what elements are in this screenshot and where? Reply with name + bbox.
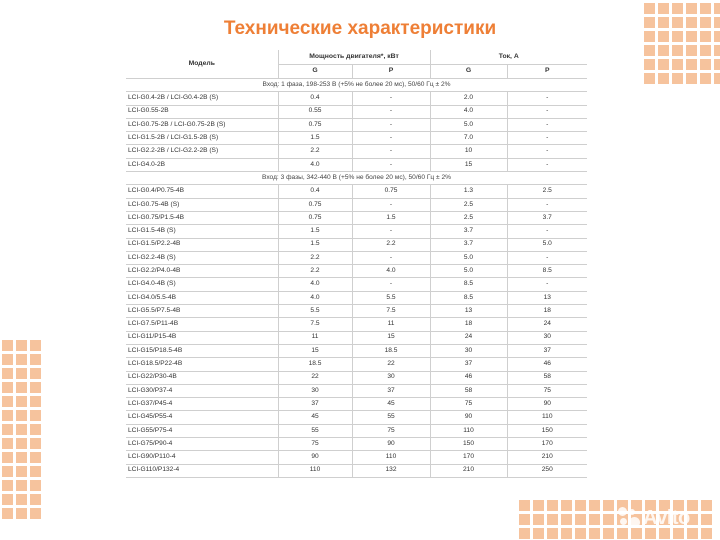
decor-square <box>603 500 614 511</box>
value-cell: 3.7 <box>430 238 507 251</box>
table-row <box>126 305 587 318</box>
value-cell: 132 <box>352 464 430 477</box>
model-cell: LCI-G90/P110-4 <box>126 451 278 464</box>
decor-square <box>547 528 558 539</box>
decor-square <box>16 382 27 393</box>
decor-square <box>30 340 41 351</box>
value-cell: - <box>352 198 430 211</box>
table-row <box>126 411 587 424</box>
decor-square <box>30 382 41 393</box>
table-row <box>126 105 587 118</box>
decor-square <box>589 500 600 511</box>
value-cell: 170 <box>430 451 507 464</box>
model-cell: LCI-G4.0-4B (S) <box>126 278 278 291</box>
value-cell: 30 <box>278 384 352 397</box>
table-row <box>126 424 587 437</box>
value-cell: 0.75 <box>278 118 352 131</box>
decor-square <box>700 45 711 56</box>
decor-square <box>603 514 614 525</box>
table-row <box>126 158 587 171</box>
decor-square <box>30 354 41 365</box>
value-cell: 5.0 <box>430 265 507 278</box>
decor-square <box>2 424 13 435</box>
value-cell: - <box>352 145 430 158</box>
decor-square <box>589 514 600 525</box>
value-cell: 250 <box>507 464 587 477</box>
model-cell: LCI-G7.5/P11-4B <box>126 318 278 331</box>
value-cell: 45 <box>352 398 430 411</box>
value-cell: 2.2 <box>278 265 352 278</box>
value-cell: 0.55 <box>278 105 352 118</box>
subheader-power-p: P <box>352 65 430 79</box>
section-title: Вход: 3 фазы, 342-440 В (+5% не более 20 мс), 50/60 Гц ± 2% <box>126 172 587 185</box>
value-cell: 37 <box>507 344 587 357</box>
decor-square <box>575 514 586 525</box>
value-cell: 15 <box>352 331 430 344</box>
decor-square <box>561 500 572 511</box>
value-cell: 4.0 <box>278 278 352 291</box>
model-cell: LCI-G45/P55-4 <box>126 411 278 424</box>
value-cell: 0.4 <box>278 185 352 198</box>
decor-square <box>658 73 669 84</box>
decor-square <box>533 514 544 525</box>
decor-square <box>30 410 41 421</box>
model-cell: LCI-G1.5-4B (S) <box>126 225 278 238</box>
value-cell: 90 <box>352 438 430 451</box>
decor-square <box>701 528 712 539</box>
value-cell: 1.5 <box>278 238 352 251</box>
decor-square <box>658 59 669 70</box>
value-cell: 90 <box>278 451 352 464</box>
page-title: Технические характеристики <box>223 18 497 39</box>
decor-square <box>686 45 697 56</box>
model-cell: LCI-G55/P75-4 <box>126 424 278 437</box>
model-cell: LCI-G5.5/P7.5-4B <box>126 305 278 318</box>
section-row <box>126 79 587 92</box>
model-cell: LCI-G22/P30-4B <box>126 371 278 384</box>
decor-square <box>533 500 544 511</box>
decor-square <box>2 466 13 477</box>
value-cell: 8.5 <box>430 278 507 291</box>
value-cell: 15 <box>278 344 352 357</box>
decor-square <box>575 500 586 511</box>
value-cell: 46 <box>507 358 587 371</box>
decor-square <box>16 452 27 463</box>
decor-square <box>561 514 572 525</box>
value-cell: 13 <box>430 305 507 318</box>
decor-square <box>701 500 712 511</box>
decor-square <box>686 73 697 84</box>
decor-square <box>30 452 41 463</box>
decor-square <box>700 3 711 14</box>
decor-square <box>16 368 27 379</box>
value-cell: 170 <box>507 438 587 451</box>
decor-square <box>686 3 697 14</box>
model-cell: LCI-G1.5/P2.2-4B <box>126 238 278 251</box>
value-cell: 1.5 <box>352 211 430 224</box>
value-cell: 10 <box>430 145 507 158</box>
avito-logo-icon <box>618 507 640 529</box>
model-cell: LCI-G18.5/P22-4B <box>126 358 278 371</box>
value-cell: 24 <box>507 318 587 331</box>
table-row <box>126 291 587 304</box>
decor-square <box>30 480 41 491</box>
decor-square <box>16 494 27 505</box>
value-cell: 18.5 <box>278 358 352 371</box>
value-cell: 46 <box>430 371 507 384</box>
value-cell: 4.0 <box>278 291 352 304</box>
value-cell: 0.75 <box>278 211 352 224</box>
decor-square <box>30 424 41 435</box>
model-cell: LCI-G30/P37-4 <box>126 384 278 397</box>
value-cell: 110 <box>507 411 587 424</box>
value-cell: 55 <box>352 411 430 424</box>
decor-square <box>658 45 669 56</box>
decor-square <box>714 3 720 14</box>
decor-square <box>644 3 655 14</box>
decor-square <box>2 396 13 407</box>
table-row <box>126 211 587 224</box>
value-cell: 7.5 <box>352 305 430 318</box>
decor-square <box>16 466 27 477</box>
subheader-current-p: P <box>507 65 587 79</box>
table-row <box>126 358 587 371</box>
decor-square <box>519 528 530 539</box>
model-cell: LCI-G2.2-4B (S) <box>126 251 278 264</box>
table-row <box>126 251 587 264</box>
subheader-current-g: G <box>430 65 507 79</box>
table-row <box>126 331 587 344</box>
decor-square <box>547 500 558 511</box>
value-cell: 18.5 <box>352 344 430 357</box>
value-cell: - <box>507 158 587 171</box>
value-cell: 150 <box>430 438 507 451</box>
value-cell: 13 <box>507 291 587 304</box>
decor-squares-top-right <box>644 3 720 84</box>
value-cell: 24 <box>430 331 507 344</box>
decor-square <box>533 528 544 539</box>
decor-square <box>2 508 13 519</box>
header-current: Ток, А <box>430 50 587 65</box>
decor-square <box>30 508 41 519</box>
header-model: Модель <box>126 50 278 79</box>
value-cell: 11 <box>278 331 352 344</box>
decor-square <box>16 354 27 365</box>
value-cell: 2.2 <box>352 238 430 251</box>
value-cell: 75 <box>507 384 587 397</box>
model-cell: LCI-G1.5-2B / LCI-G1.5-2B (S) <box>126 132 278 145</box>
value-cell: 5.0 <box>430 251 507 264</box>
value-cell: 11 <box>352 318 430 331</box>
value-cell: 0.75 <box>278 198 352 211</box>
value-cell: 1.5 <box>278 225 352 238</box>
value-cell: 75 <box>278 438 352 451</box>
decor-square <box>700 59 711 70</box>
value-cell: 2.2 <box>278 145 352 158</box>
value-cell: - <box>352 278 430 291</box>
value-cell: 5.5 <box>352 291 430 304</box>
value-cell: - <box>352 92 430 105</box>
value-cell: 37 <box>430 358 507 371</box>
table-row <box>126 145 587 158</box>
decor-square <box>519 500 530 511</box>
decor-square <box>2 494 13 505</box>
model-cell: LCI-G75/P90-4 <box>126 438 278 451</box>
value-cell: 55 <box>278 424 352 437</box>
model-cell: LCI-G15/P18.5-4B <box>126 344 278 357</box>
value-cell: 37 <box>278 398 352 411</box>
table-row <box>126 371 587 384</box>
model-cell: LCI-G4.0/5.5-4B <box>126 291 278 304</box>
value-cell: 0.75 <box>352 185 430 198</box>
value-cell: 22 <box>352 358 430 371</box>
value-cell: 4.0 <box>430 105 507 118</box>
decor-square <box>700 73 711 84</box>
model-cell: LCI-G0.4/P0.75-4B <box>126 185 278 198</box>
model-cell: LCI-G0.4-2B / LCI-G0.4-2B (S) <box>126 92 278 105</box>
table-row <box>126 132 587 145</box>
value-cell: 2.2 <box>278 251 352 264</box>
decor-square <box>547 514 558 525</box>
value-cell: 30 <box>352 371 430 384</box>
decor-square <box>16 410 27 421</box>
value-cell: 18 <box>507 305 587 318</box>
value-cell: 30 <box>430 344 507 357</box>
model-cell: LCI-G0.75-4B (S) <box>126 198 278 211</box>
decor-square <box>30 396 41 407</box>
value-cell: 2.5 <box>507 185 587 198</box>
value-cell: 8.5 <box>507 265 587 278</box>
table-row <box>126 198 587 211</box>
decor-square <box>672 73 683 84</box>
value-cell: - <box>352 225 430 238</box>
model-cell: LCI-G110/P132-4 <box>126 464 278 477</box>
value-cell: 4.0 <box>352 265 430 278</box>
value-cell: - <box>352 251 430 264</box>
decor-square <box>30 466 41 477</box>
model-cell: LCI-G4.0-2B <box>126 158 278 171</box>
value-cell: - <box>507 118 587 131</box>
value-cell: 22 <box>278 371 352 384</box>
table-row <box>126 118 587 131</box>
model-cell: LCI-G11/P15-4B <box>126 331 278 344</box>
table-row <box>126 398 587 411</box>
decor-square <box>672 45 683 56</box>
model-cell: LCI-G2.2/P4.0-4B <box>126 265 278 278</box>
value-cell: - <box>507 132 587 145</box>
decor-square <box>672 59 683 70</box>
section-title: Вход: 1 фаза, 198-253 В (+5% не более 20 мс), 50/60 Гц ± 2% <box>126 79 587 92</box>
decor-square <box>30 368 41 379</box>
decor-square <box>16 340 27 351</box>
value-cell: 210 <box>507 451 587 464</box>
value-cell: 3.7 <box>507 211 587 224</box>
decor-squares-bottom-left <box>2 340 41 519</box>
value-cell: 75 <box>430 398 507 411</box>
decor-square <box>589 528 600 539</box>
value-cell: 150 <box>507 424 587 437</box>
decor-square <box>644 59 655 70</box>
decor-square <box>16 480 27 491</box>
avito-watermark-text: Avito <box>643 506 690 529</box>
value-cell: 210 <box>430 464 507 477</box>
value-cell: - <box>507 145 587 158</box>
table-row <box>126 238 587 251</box>
decor-square <box>2 410 13 421</box>
value-cell: 1.3 <box>430 185 507 198</box>
spec-table <box>126 50 587 478</box>
decor-square <box>2 340 13 351</box>
model-cell: LCI-G0.55-2B <box>126 105 278 118</box>
decor-square <box>714 59 720 70</box>
table-row <box>126 344 587 357</box>
model-cell: LCI-G0.75-2B / LCI-G0.75-2B (S) <box>126 118 278 131</box>
value-cell: - <box>352 105 430 118</box>
decor-square <box>16 424 27 435</box>
table-row <box>126 92 587 105</box>
decor-square <box>2 452 13 463</box>
value-cell: 110 <box>352 451 430 464</box>
table-row <box>126 318 587 331</box>
table-row <box>126 278 587 291</box>
value-cell: 2.0 <box>430 92 507 105</box>
decor-square <box>672 3 683 14</box>
header-power: Мощность двигателя*, кВт <box>278 50 430 65</box>
value-cell: 7.0 <box>430 132 507 145</box>
decor-square <box>714 45 720 56</box>
decor-square <box>30 438 41 449</box>
decor-square <box>658 3 669 14</box>
decor-square <box>2 438 13 449</box>
value-cell: 3.7 <box>430 225 507 238</box>
decor-square <box>2 382 13 393</box>
decor-square <box>2 354 13 365</box>
decor-square <box>16 438 27 449</box>
table-row <box>126 185 587 198</box>
value-cell: - <box>507 92 587 105</box>
section-row <box>126 172 587 185</box>
value-cell: 110 <box>278 464 352 477</box>
decor-square <box>16 396 27 407</box>
value-cell: 5.0 <box>507 238 587 251</box>
table-row <box>126 384 587 397</box>
decor-square <box>686 59 697 70</box>
value-cell: 90 <box>507 398 587 411</box>
decor-square <box>30 494 41 505</box>
value-cell: 5.5 <box>278 305 352 318</box>
value-cell: 15 <box>430 158 507 171</box>
table-row <box>126 265 587 278</box>
value-cell: 0.4 <box>278 92 352 105</box>
decor-square <box>701 514 712 525</box>
decor-square <box>603 528 614 539</box>
decor-square <box>2 480 13 491</box>
value-cell: 7.5 <box>278 318 352 331</box>
value-cell: - <box>352 132 430 145</box>
value-cell: 110 <box>430 424 507 437</box>
value-cell: 2.5 <box>430 198 507 211</box>
decor-square <box>16 508 27 519</box>
value-cell: - <box>507 278 587 291</box>
value-cell: 90 <box>430 411 507 424</box>
decor-square <box>714 73 720 84</box>
table-row <box>126 464 587 477</box>
table-row <box>126 438 587 451</box>
value-cell: 18 <box>430 318 507 331</box>
value-cell: 4.0 <box>278 158 352 171</box>
value-cell: - <box>352 158 430 171</box>
value-cell: 8.5 <box>430 291 507 304</box>
value-cell: 58 <box>507 371 587 384</box>
value-cell: 58 <box>430 384 507 397</box>
value-cell: 1.5 <box>278 132 352 145</box>
value-cell: 45 <box>278 411 352 424</box>
model-cell: LCI-G0.75/P1.5-4B <box>126 211 278 224</box>
decor-square <box>644 73 655 84</box>
decor-square <box>644 45 655 56</box>
avito-watermark <box>618 506 690 530</box>
model-cell: LCI-G37/P45-4 <box>126 398 278 411</box>
value-cell: 37 <box>352 384 430 397</box>
value-cell: - <box>507 198 587 211</box>
value-cell: 75 <box>352 424 430 437</box>
value-cell: - <box>507 251 587 264</box>
value-cell: - <box>352 118 430 131</box>
table-row <box>126 451 587 464</box>
decor-square <box>519 514 530 525</box>
value-cell: 5.0 <box>430 118 507 131</box>
table-row <box>126 225 587 238</box>
decor-square <box>561 528 572 539</box>
decor-square <box>2 368 13 379</box>
decor-square <box>575 528 586 539</box>
subheader-power-g: G <box>278 65 352 79</box>
value-cell: 2.5 <box>430 211 507 224</box>
value-cell: - <box>507 105 587 118</box>
value-cell: 30 <box>507 331 587 344</box>
model-cell: LCI-G2.2-2B / LCI-G2.2-2B (S) <box>126 145 278 158</box>
value-cell: - <box>507 225 587 238</box>
